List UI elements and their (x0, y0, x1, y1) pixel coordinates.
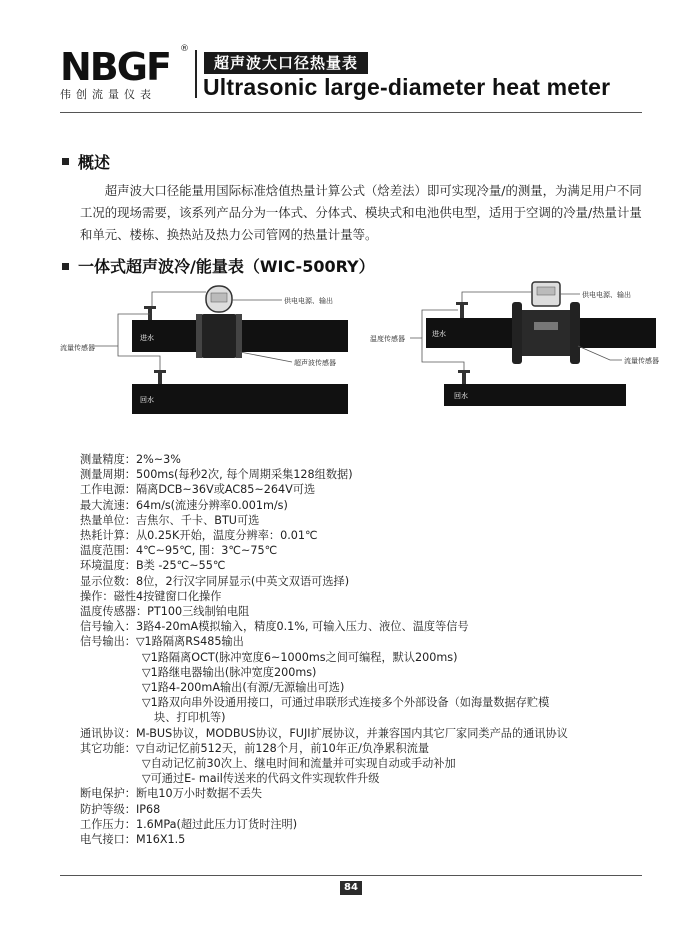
flange-right (570, 302, 580, 364)
spec-row: 信号输入： 3路4-20mA模拟输入，精度0.1%, 可输入压力、液位、温度等信号 (80, 620, 469, 634)
spec-row: 热量单位： 吉焦尔、千卡、BTU可选 (80, 513, 260, 527)
registered-mark: ® (180, 44, 189, 54)
flow-sensor-label: 流量传感器 (624, 357, 659, 365)
signal-output-item: ▽1路双向串外设通用接口，可通过串联形式连接多个外部设备（如海量数据存贮模 (142, 696, 550, 710)
spec-row: 最大流速： 64m/s(流速分辨率0.001m/s) (80, 498, 288, 512)
return-label: 回水 (454, 392, 468, 400)
product-title-en: Ultrasonic large-diameter heat meter (203, 74, 611, 100)
other-function-item: ▽自动记忆前30次上、继电时间和流量并可实现自动或手动补加 (142, 757, 456, 771)
return-pipe (444, 384, 626, 406)
flange-left (512, 302, 522, 364)
section-bullet (62, 158, 69, 165)
spec-row: 工作电源： 隔离DCB~36V或AC85~264V可选 (80, 483, 316, 497)
spec-row: 温度范围： 4℃~95℃, 围：3℃~75℃ (80, 544, 278, 558)
header-divider (195, 50, 197, 98)
spec-row: 防护等级： IP68 (80, 802, 161, 816)
logo-text: NBGF (60, 46, 170, 86)
temp-sensor-label: 温度传感器 (370, 335, 405, 343)
return-label: 回水 (140, 396, 154, 404)
other-function-item: ▽可通过E- mail传送来的代码文件实现软件升级 (142, 772, 380, 786)
supply-label: 进水 (432, 330, 446, 338)
meter-body (522, 310, 570, 356)
spec-list (80, 452, 660, 847)
signal-output-item: ▽1路4-200mA输出(有源/无源输出可选) (142, 681, 345, 695)
ultrasonic-sensor-label: 超声波传感器 (294, 359, 336, 367)
overview-heading: 概述 (78, 153, 111, 172)
header-rule (60, 112, 642, 113)
spec-row: 热耗计算： 从0.25K开始，温度分辨率：0.01℃ (80, 529, 318, 543)
power-output-label: 供电电源、输出 (582, 291, 631, 299)
spec-row: 电气接口： M16X1.5 (80, 833, 186, 847)
return-pipe (132, 384, 348, 414)
spec-row: 工作压力： 1.6MPa(超过此压力订货时注明) (80, 817, 298, 831)
brand-name-cn: 伟创流量仪表 (60, 88, 156, 101)
flow-sensor-label: 流量传感器 (60, 344, 95, 352)
footer-rule (60, 875, 642, 876)
spec-row: 测量周期： 500ms(每秒2次, 每个周期采集128组数据) (80, 468, 353, 482)
spec-row: 测量精度： 2%~3% (80, 453, 181, 466)
power-output-label: 供电电源、输出 (284, 297, 333, 305)
product-heading: 一体式超声波冷/能量表（WIC-500RY） (78, 257, 375, 276)
spec-row: 环境温度： B类 -25℃~55℃ (80, 559, 226, 573)
supply-label: 进水 (140, 334, 154, 342)
page-number: 84 (340, 881, 362, 895)
spec-row: 温度传感器： PT100三线制铂电阻 (80, 605, 250, 619)
integrated-meter-diagram-right (370, 280, 670, 410)
product-title-cn: 超声波大口径热量表 (204, 52, 368, 74)
spec-row: 其它功能： ▽自动记忆前512天，前128个月，前10年正/负净累积流量 (80, 741, 430, 755)
meter-body (200, 314, 238, 358)
signal-output-item: 块、打印机等) (154, 711, 226, 725)
spec-row: 显示位数： 8位，2行汉字同屏显示(中英文双语可选择) (80, 574, 350, 588)
signal-output-item: ▽1路继电器输出(脉冲宽度200ms) (142, 665, 317, 679)
spec-row: 操作： 磁性4按键窗口化操作 (80, 589, 222, 603)
section-bullet (62, 263, 69, 270)
integrated-meter-diagram-left (60, 284, 350, 424)
spec-row: 断电保护： 断电10万小时数据不丢失 (80, 787, 263, 801)
signal-output-item: ▽1路隔离OCT(脉冲宽度6~1000ms之间可编程，默认200ms) (142, 650, 458, 664)
overview-text: 超声波大口径能量用国际标准焓值热量计算公式（焓差法）即可实现冷量/的测量，为满足用户不同工况的现场需要，该系列产品分为一体式、分体式、模块式和电池供电型，适用于空调的冷量/热量计量和单元、楼栋、换热站及热力公司管网的热量计量等。 (80, 183, 642, 242)
spec-row: 通讯协议： M-BUS协议，MODBUS协议，FUJI扩展协议，并兼容国内其它厂家同类产品的通讯协议 (80, 726, 568, 740)
brand-logo (60, 46, 184, 86)
spec-row: 信号输出： ▽1路隔离RS485输出 (80, 635, 244, 649)
